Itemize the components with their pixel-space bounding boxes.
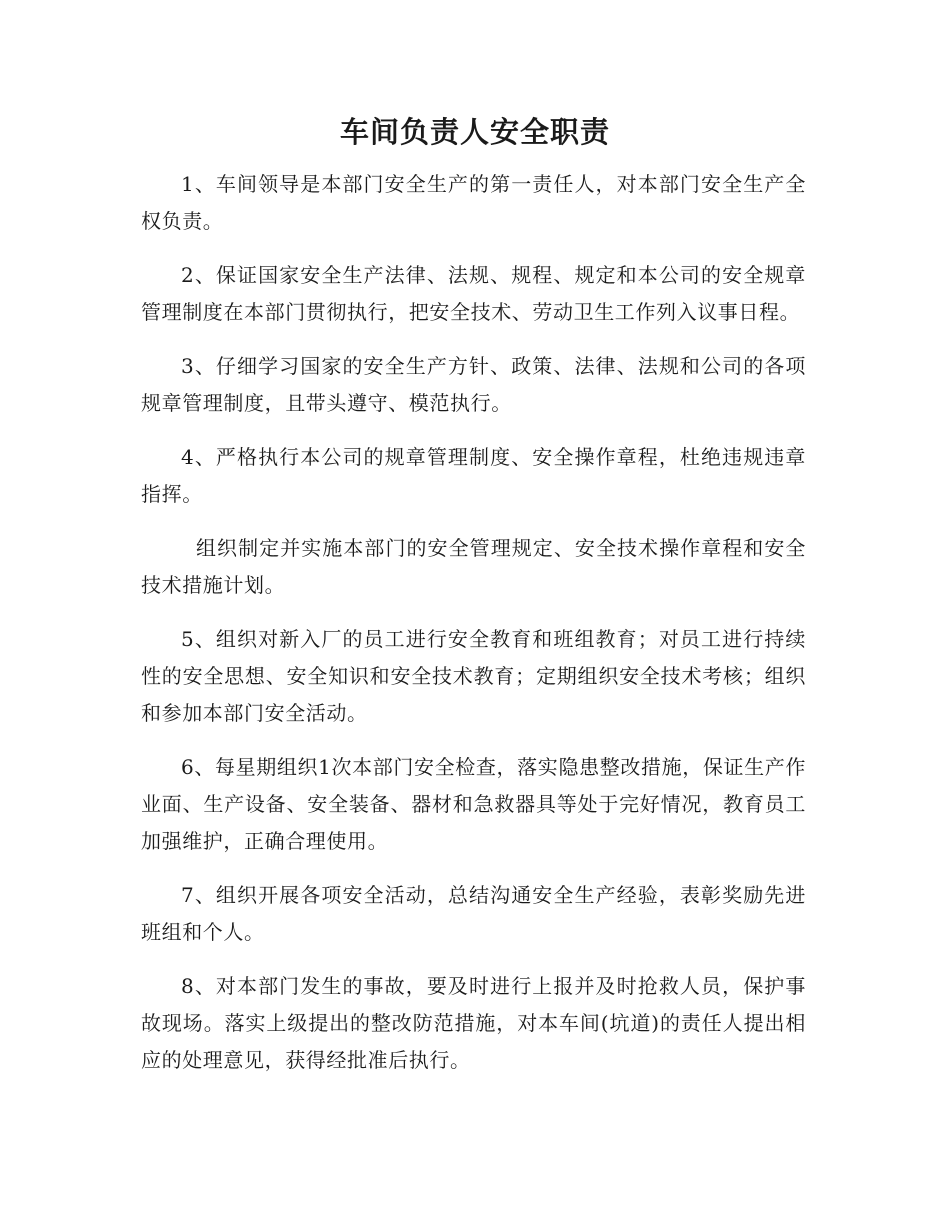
- paragraph-8: 8、对本部门发生的事故，要及时进行上报并及时抢救人员，保护事故现场。落实上级提出的整改防范措施，对本车间(坑道)的责任人提出相应的处理意见，获得经批准后执行。: [141, 974, 806, 1072]
- document-title: 车间负责人安全职责: [339, 115, 610, 149]
- paragraph-4-continued: 组织制定并实施本部门的安全管理规定、安全技术操作章程和安全技术措施计划。: [141, 536, 806, 597]
- paragraph-3: 3、仔细学习国家的安全生产方针、政策、法律、法规和公司的各项规章管理制度，且带头遵守、模范执行。: [141, 354, 806, 415]
- paragraph-4: 4、严格执行本公司的规章管理制度、安全操作章程，杜绝违规违章指挥。: [141, 445, 806, 506]
- paragraph-6: 6、每星期组织1次本部门安全检查，落实隐患整改措施，保证生产作业面、生产设备、安全装备、器材和急救器具等处于完好情况，教育员工加强维护，正确合理使用。: [141, 755, 806, 853]
- paragraph-2: 2、保证国家安全生产法律、法规、规程、规定和本公司的安全规章管理制度在本部门贯彻执行，把安全技术、劳动卫生工作列入议事日程。: [141, 263, 806, 324]
- paragraph-7: 7、组织开展各项安全活动，总结沟通安全生产经验，表彰奖励先进班组和个人。: [141, 883, 806, 944]
- document-body: [141, 166, 806, 1096]
- paragraph-1: 1、车间领导是本部门安全生产的第一责任人，对本部门安全生产全权负责。: [141, 172, 806, 233]
- paragraph-5: 5、组织对新入厂的员工进行安全教育和班组教育；对员工进行持续性的安全思想、安全知识和安全技术教育；定期组织安全技术考核；组织和参加本部门安全活动。: [141, 627, 806, 725]
